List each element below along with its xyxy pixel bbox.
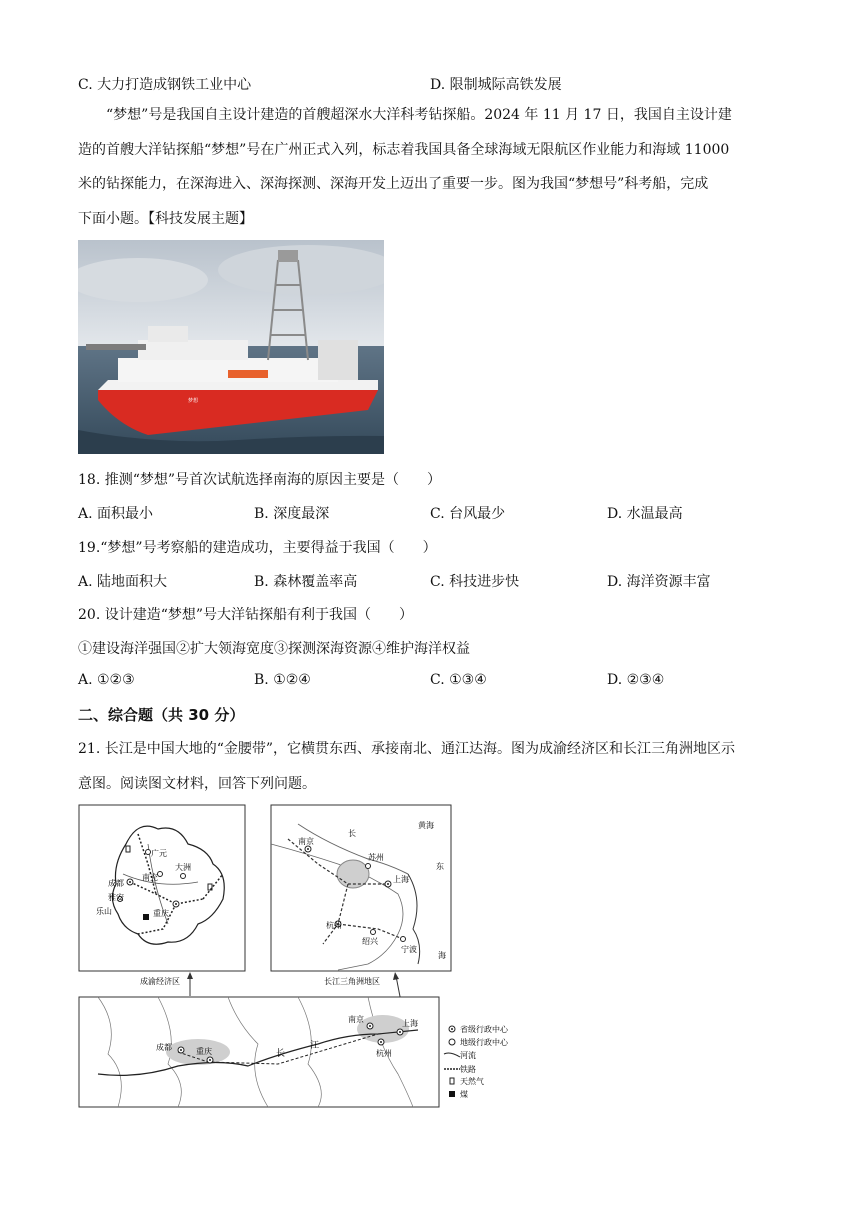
q20-statements: ①建设海洋强国②扩大领海宽度③探测深海资源④维护海洋权益	[78, 641, 470, 657]
svg-text:天然气: 天然气	[460, 1077, 484, 1086]
q20-option-b: B. ①②④	[254, 672, 311, 688]
intro-paragraph	[78, 98, 784, 236]
q19-option-c: C. 科技进步快	[430, 574, 520, 590]
q18-option-a: A. 面积最小	[78, 506, 154, 522]
section-2-title: 二、综合题（共 30 分）	[78, 706, 245, 724]
svg-text:广元: 广元	[151, 849, 167, 858]
yrd-inset-map	[271, 805, 451, 971]
ship-photo	[78, 240, 384, 454]
ship-hull-name: 梦想	[188, 398, 199, 404]
q19-option-b: B. 森林覆盖率高	[254, 574, 358, 590]
svg-text:江: 江	[310, 1041, 320, 1051]
svg-text:南京: 南京	[348, 1015, 364, 1024]
svg-text:长: 长	[348, 829, 356, 838]
q19-option-d: D. 海洋资源丰富	[607, 574, 711, 590]
yangtze-map-figure	[78, 804, 538, 1110]
svg-text:长: 长	[276, 1049, 286, 1059]
q21-line: 意图。阅读图文材料，回答下列问题。	[78, 775, 316, 792]
coal-icon	[449, 1091, 455, 1097]
intro-line: 造的首艘大洋钻探船“梦想”号在广州正式入列，标志着我国具备全球海域无限航区作业能力和海域 11000	[78, 141, 730, 158]
svg-text:地级行政中心: 地级行政中心	[460, 1038, 508, 1047]
intro-line: 米的钻探能力，在深海进入、深海探测、深海开发上迈出了重要一步。图为我国“梦想号”科考船，完成	[78, 176, 709, 192]
svg-text:重庆: 重庆	[153, 909, 169, 918]
svg-text:苏州: 苏州	[368, 853, 384, 862]
svg-text:南京: 南京	[298, 837, 314, 846]
question-21-stem	[78, 732, 784, 801]
svg-text:重庆: 重庆	[196, 1047, 212, 1056]
q19-option-a: A. 陆地面积大	[78, 574, 168, 590]
svg-text:乐山: 乐山	[96, 907, 112, 916]
svg-text:省级行政中心: 省级行政中心	[460, 1025, 508, 1034]
question-20-stem: 20. 设计建造“梦想”号大洋钻探船有利于我国（ ）	[78, 607, 414, 623]
chengyu-caption: 成渝经济区	[140, 977, 180, 986]
coal-icon	[143, 914, 149, 920]
natural-gas-icon	[450, 1078, 454, 1084]
svg-text:绍兴: 绍兴	[362, 937, 378, 946]
svg-text:大洲: 大洲	[175, 863, 191, 872]
svg-text:黄海: 黄海	[418, 821, 434, 830]
yangtze-main-map	[79, 997, 439, 1107]
svg-text:成都: 成都	[108, 879, 124, 888]
svg-text:南充: 南充	[142, 873, 158, 882]
svg-text:杭州: 杭州	[376, 1049, 392, 1058]
q18-option-d: D. 水温最高	[607, 506, 683, 522]
svg-text:海: 海	[438, 951, 446, 960]
q20-option-d: D. ②③④	[607, 672, 665, 688]
q18-option-c: C. 台风最少	[430, 506, 506, 522]
svg-text:煤: 煤	[460, 1090, 468, 1099]
prev-option-c: C. 大力打造成钢铁工业中心	[78, 77, 252, 93]
svg-text:上海: 上海	[393, 875, 409, 884]
prev-option-d: D. 限制城际高铁发展	[430, 77, 562, 93]
q18-option-b: B. 深度最深	[254, 506, 330, 522]
q21-line: 21. 长江是中国大地的“金腰带”，它横贯东西、承接南北、通江达海。图为成渝经济区和长江三角洲地区示	[78, 741, 736, 757]
svg-text:雅安: 雅安	[108, 893, 124, 902]
svg-text:河流: 河流	[460, 1051, 476, 1060]
map-legend	[444, 1024, 509, 1099]
intro-line: “梦想”号是我国自主设计建造的首艘超深水大洋科考钻探船。2024 年 11 月 17 日，我国自主设计建	[106, 107, 732, 123]
question-18-stem: 18. 推测“梦想”号首次试航选择南海的原因主要是（ ）	[78, 472, 442, 488]
question-19-stem: 19.“梦想”号考察船的建造成功，主要得益于我国（ ）	[78, 540, 437, 556]
q20-option-c: C. ①③④	[430, 672, 487, 688]
yrd-caption: 长江三角洲地区	[324, 977, 380, 986]
intro-line: 下面小题。【科技发展主题】	[78, 210, 253, 227]
svg-text:上海: 上海	[402, 1019, 418, 1028]
chengyu-inset-map	[79, 805, 245, 971]
svg-text:铁路: 铁路	[460, 1065, 476, 1074]
q20-option-a: A. ①②③	[78, 672, 135, 688]
svg-text:宁波: 宁波	[401, 945, 417, 954]
svg-text:杭州: 杭州	[326, 921, 342, 930]
svg-text:东: 东	[436, 862, 444, 871]
svg-text:成都: 成都	[156, 1043, 172, 1052]
